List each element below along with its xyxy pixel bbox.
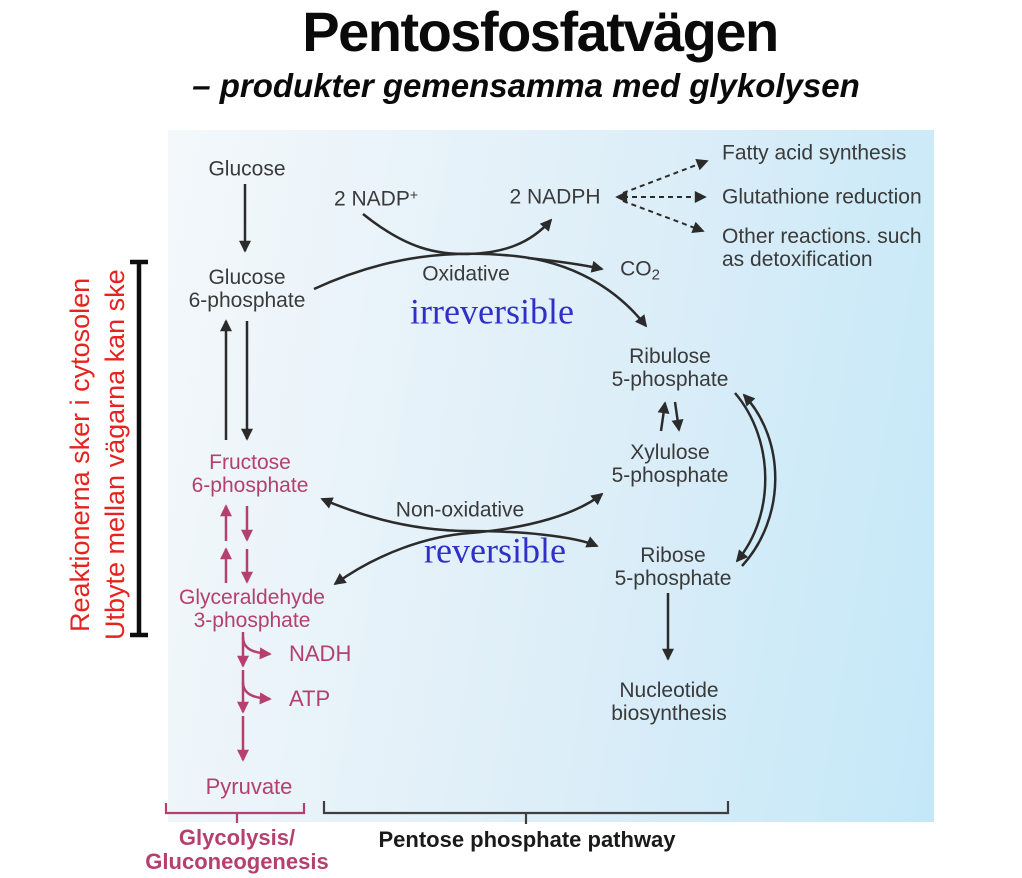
ppp-bracket	[324, 801, 728, 824]
label-nadph: 2 NADPH	[509, 185, 601, 209]
footer-pentose-phosphate-pathway: Pentose phosphate pathway	[378, 827, 676, 852]
arrow-xylulose-to-ribulose	[661, 403, 665, 431]
label-xylulose-5-phosphate: Xylulose 5-phosphate	[611, 441, 729, 487]
label-nadh: NADH	[289, 641, 352, 666]
label-pyruvate: Pyruvate	[205, 774, 293, 799]
label-glucose: Glucose	[208, 157, 286, 181]
glycolysis-bracket	[166, 803, 304, 823]
dashed-arrow-other-reactions	[623, 201, 703, 231]
label-nadp: 2 NADP+	[333, 186, 419, 211]
side-note-utbyte: Utbyte mellan vägarna kan ske	[100, 269, 130, 641]
label-other-reactions: Other reactions. such as detoxification	[722, 225, 922, 271]
label-nucleotide-biosynthesis: Nucleotide biosynthesis	[611, 679, 727, 725]
arrow-branch-nadh	[243, 637, 270, 654]
label-fructose-6-phosphate: Fructose 6-phosphate	[191, 451, 309, 497]
page-title: Pentosfosfatvägen	[302, 0, 778, 63]
label-ribulose-5-phosphate: Ribulose 5-phosphate	[611, 345, 729, 391]
label-co2: $CO_2$	[620, 257, 660, 284]
label-glyceraldehyde-3-phosphate: Glyceraldehyde 3-phosphate	[179, 586, 325, 632]
label-glucose-6-phosphate: Glucose 6-phosphate	[188, 266, 306, 312]
cytosol-bracket	[130, 262, 148, 635]
label-fatty-acid-synthesis: Fatty acid synthesis	[722, 141, 907, 165]
dashed-arrow-fatty-acid	[623, 161, 707, 193]
label-non-oxidative: Non-oxidative	[395, 498, 525, 522]
arrow-nadp-to-nadph	[363, 214, 551, 254]
side-note-cytosol: Reaktionerna sker i cytosolen	[65, 277, 95, 633]
label-ribose-5-phosphate: Ribose 5-phosphate	[614, 544, 732, 590]
label-atp: ATP	[289, 686, 331, 711]
label-irreversible: irreversible	[410, 291, 574, 332]
label-reversible: reversible	[424, 530, 566, 571]
label-glutathione-reduction: Glutathione reduction	[722, 185, 922, 209]
arrow-ribulose-to-xylulose	[675, 402, 679, 430]
footer-glycolysis-gluconeogenesis: Glycolysis/ Gluconeogenesis	[145, 825, 329, 874]
label-oxidative: Oxidative	[422, 262, 510, 286]
arrow-branch-atp	[243, 682, 270, 699]
co2-subscript: 2	[651, 266, 660, 284]
arc-ribose-to-ribulose	[742, 395, 775, 566]
page-subtitle: – produkter gemensamma med glykolysen	[192, 67, 860, 104]
nadp-plus: +	[409, 186, 419, 203]
